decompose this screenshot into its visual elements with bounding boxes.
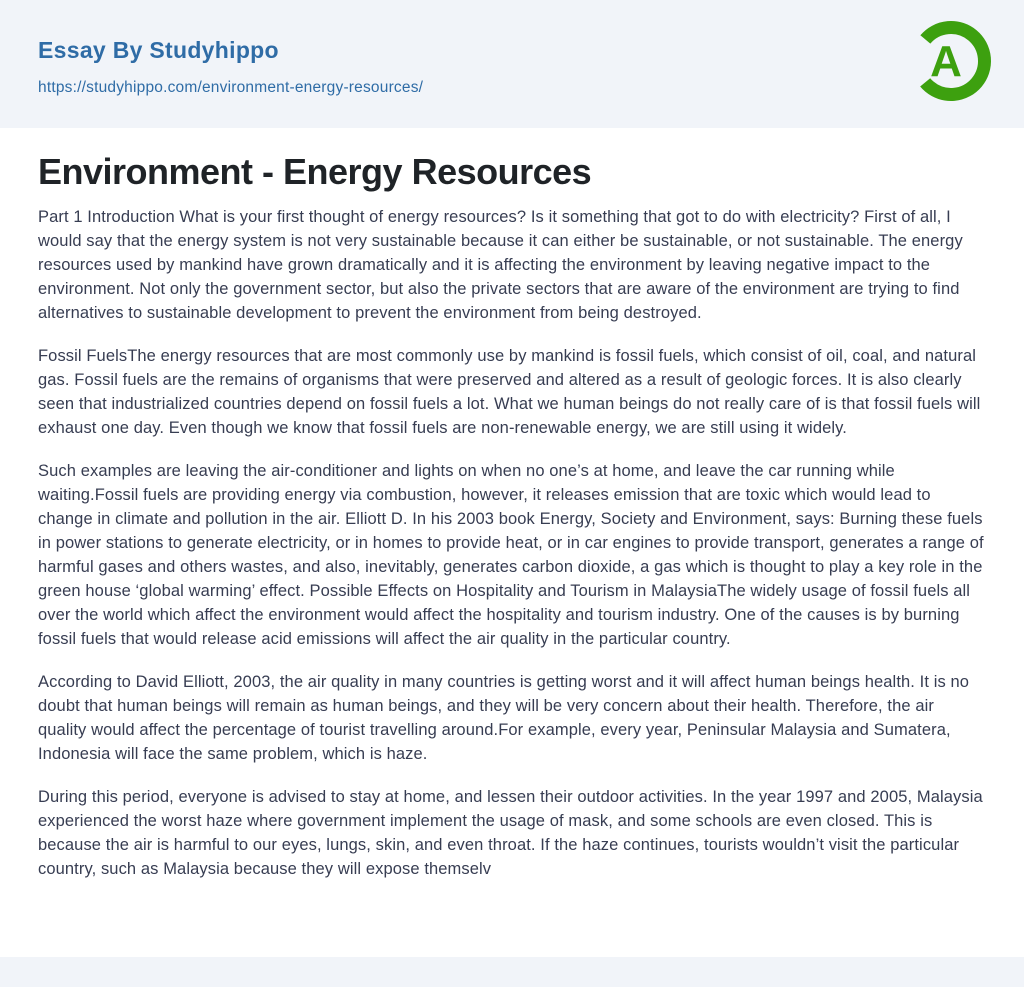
site-title: Essay By Studyhippo [38,37,279,63]
footer-band [0,957,1024,987]
essay-paragraph: According to David Elliott, 2003, the air quality in many countries is getting worst and it will affect human beings health. It is no doubt that human beings will remain as human beings, and they will be very concern about their health. Therefore, the air quality would affect the percentage of tourist travelling around.For example, every year, Peninsular Malaysia and Sumatera, Indonesia will face the same problem, which is haze. [38,673,970,763]
logo-letter: A [930,37,962,86]
essay-article [0,128,1024,881]
source-url-link[interactable]: https://studyhippo.com/environment-energy-resources/ [38,79,424,96]
essay-paragraph: Fossil FuelsThe energy resources that are most commonly use by mankind is fossil fuels, which consist of oil, coal, and natural gas. Fossil fuels are the remains of organisms that were preserved and altered as a result of geologic forces. It is also clearly seen that industrialized countries depend on fossil fuels a lot. What we human beings do not really care of is that fossil fuels will exhaust one day. Even though we know that fossil fuels are non-renewable energy, we are still using it widely. [38,347,981,437]
essay-paragraph: Such examples are leaving the air-conditioner and lights on when no one’s at home, and leave the car running while waiting.Fossil fuels are providing energy via combustion, however, it releases emission that are toxic which would lead to change in climate and pollution in the air. Elliott D. In his 2003 book Energy, Society and Environment, says: Burning these fuels in power stations to generate electricity, or in homes to provide heat, or in car engines to provide transport, generates a range of harmful gases and others wastes, and also, inevitably, generates carbon dioxide, a gas which is thought to play a key role in the green house ‘global warming’ effect. Possible Effects on Hospitality and Tourism in MalaysiaThe widely usage of fossil fuels all over the world which affect the environment would affect the hospitality and tourism industry. One of the causes is by burning fossil fuels that would release acid emissions will affect the air quality in the particular country. [38,462,984,648]
studyhippo-logo [906,16,996,106]
page-title: Environment - Energy Resources [38,151,592,192]
essay-paragraph: Part 1 Introduction What is your first thought of energy resources? Is it something that got to do with electricity? First of all, I would say that the energy system is not very sustainable because it can either be sustainable, or not sustainable. The energy resources used by mankind have grown dramatically and it is affecting the environment by leaving negative impact to the environment. Not only the government sector, but also the private sectors that are aware of the environment are trying to find alternatives to sustainable development to prevent the environment from being destroyed. [38,208,963,322]
page-header [0,0,1024,128]
header-text-block [38,36,423,97]
essay-paragraph: During this period, everyone is advised to stay at home, and lessen their outdoor activities. In the year 1997 and 2005, Malaysia experienced the worst haze where government implement the usage of mask, and some schools are even closed. This is because the air is harmful to our eyes, lungs, skin, and even throat. If the haze continues, tourists wouldn’t visit the particular country, such as Malaysia because they will expose themselv [38,788,983,878]
